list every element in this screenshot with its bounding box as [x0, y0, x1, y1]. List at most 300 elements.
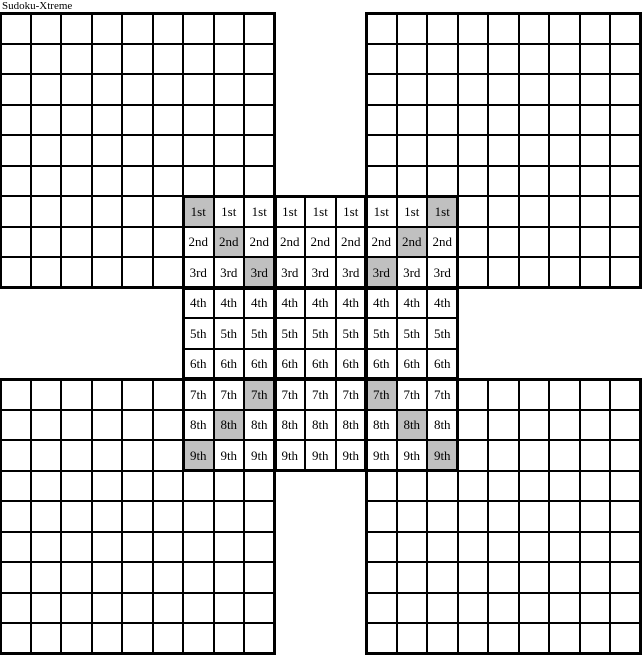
grid-cell[interactable]	[610, 562, 641, 593]
grid-cell[interactable]	[488, 227, 519, 258]
grid-cell[interactable]	[427, 105, 458, 136]
grid-cell[interactable]	[549, 379, 580, 410]
grid-cell[interactable]	[0, 562, 31, 593]
grid-cell[interactable]	[458, 532, 489, 563]
grid-cell[interactable]	[244, 471, 275, 502]
grid-cell[interactable]	[549, 13, 580, 44]
grid-cell[interactable]	[92, 623, 123, 654]
grid-cell[interactable]	[580, 74, 611, 105]
grid-cell[interactable]	[397, 562, 428, 593]
grid-cell[interactable]	[31, 532, 62, 563]
grid-cell[interactable]	[0, 440, 31, 471]
grid-cell[interactable]	[0, 471, 31, 502]
grid-cell[interactable]	[397, 44, 428, 75]
grid-cell[interactable]	[122, 74, 153, 105]
grid-cell-labelled[interactable]: 1st	[336, 196, 367, 227]
grid-cell[interactable]	[61, 13, 92, 44]
grid-cell[interactable]	[549, 440, 580, 471]
grid-cell[interactable]	[549, 105, 580, 136]
grid-cell[interactable]	[549, 532, 580, 563]
grid-cell[interactable]	[31, 501, 62, 532]
grid-cell-labelled[interactable]: 6th	[336, 349, 367, 380]
grid-cell[interactable]	[92, 593, 123, 624]
grid-cell-labelled[interactable]: 4th	[305, 288, 336, 319]
grid-cell[interactable]	[122, 13, 153, 44]
grid-cell[interactable]	[610, 74, 641, 105]
grid-cell[interactable]	[122, 166, 153, 197]
grid-cell[interactable]	[92, 532, 123, 563]
grid-cell[interactable]	[519, 44, 550, 75]
grid-cell[interactable]	[153, 166, 184, 197]
grid-cell[interactable]	[458, 562, 489, 593]
grid-cell[interactable]	[92, 13, 123, 44]
grid-cell[interactable]	[122, 196, 153, 227]
grid-cell[interactable]	[92, 562, 123, 593]
grid-cell-labelled[interactable]: 2nd	[305, 227, 336, 258]
grid-cell[interactable]	[183, 532, 214, 563]
grid-cell[interactable]	[397, 135, 428, 166]
grid-cell[interactable]	[92, 257, 123, 288]
grid-cell[interactable]	[397, 471, 428, 502]
grid-cell[interactable]	[488, 74, 519, 105]
grid-cell[interactable]	[488, 196, 519, 227]
grid-cell-labelled[interactable]: 6th	[305, 349, 336, 380]
grid-cell[interactable]	[122, 135, 153, 166]
grid-cell[interactable]	[427, 74, 458, 105]
grid-cell[interactable]	[488, 532, 519, 563]
grid-cell[interactable]	[610, 44, 641, 75]
grid-cell[interactable]	[92, 74, 123, 105]
grid-cell[interactable]	[92, 501, 123, 532]
grid-cell-labelled[interactable]: 3rd	[397, 257, 428, 288]
grid-cell-labelled[interactable]: 6th	[183, 349, 214, 380]
grid-cell-labelled[interactable]: 5th	[366, 318, 397, 349]
grid-cell[interactable]	[519, 105, 550, 136]
grid-cell[interactable]	[61, 471, 92, 502]
grid-cell[interactable]	[214, 501, 245, 532]
grid-cell[interactable]	[61, 623, 92, 654]
grid-cell[interactable]	[427, 593, 458, 624]
grid-cell[interactable]	[0, 196, 31, 227]
grid-cell-labelled[interactable]: 6th	[244, 349, 275, 380]
grid-cell[interactable]	[122, 257, 153, 288]
grid-cell[interactable]	[153, 562, 184, 593]
grid-cell-labelled[interactable]: 7th	[366, 379, 397, 410]
grid-cell[interactable]	[31, 227, 62, 258]
grid-cell-labelled[interactable]: 3rd	[244, 257, 275, 288]
grid-cell[interactable]	[183, 623, 214, 654]
grid-cell[interactable]	[153, 593, 184, 624]
grid-cell[interactable]	[427, 501, 458, 532]
grid-cell[interactable]	[0, 501, 31, 532]
grid-cell[interactable]	[488, 410, 519, 441]
grid-cell-labelled[interactable]: 6th	[214, 349, 245, 380]
grid-cell[interactable]	[153, 257, 184, 288]
grid-cell[interactable]	[366, 135, 397, 166]
grid-cell[interactable]	[244, 593, 275, 624]
grid-cell[interactable]	[549, 196, 580, 227]
grid-cell[interactable]	[92, 105, 123, 136]
grid-cell-labelled[interactable]: 2nd	[397, 227, 428, 258]
grid-cell[interactable]	[122, 410, 153, 441]
grid-cell[interactable]	[519, 74, 550, 105]
grid-cell-labelled[interactable]: 8th	[214, 410, 245, 441]
grid-cell-labelled[interactable]: 4th	[244, 288, 275, 319]
grid-cell[interactable]	[61, 44, 92, 75]
grid-cell[interactable]	[488, 440, 519, 471]
grid-cell[interactable]	[214, 13, 245, 44]
grid-cell[interactable]	[214, 105, 245, 136]
grid-cell[interactable]	[244, 105, 275, 136]
grid-cell[interactable]	[519, 13, 550, 44]
grid-cell-labelled[interactable]: 8th	[366, 410, 397, 441]
grid-cell-labelled[interactable]: 4th	[336, 288, 367, 319]
grid-cell[interactable]	[488, 44, 519, 75]
grid-cell[interactable]	[0, 227, 31, 258]
grid-cell[interactable]	[488, 562, 519, 593]
grid-cell-labelled[interactable]: 4th	[214, 288, 245, 319]
grid-cell[interactable]	[488, 135, 519, 166]
grid-cell[interactable]	[31, 440, 62, 471]
grid-cell[interactable]	[610, 471, 641, 502]
grid-cell[interactable]	[244, 135, 275, 166]
grid-cell-labelled[interactable]: 5th	[183, 318, 214, 349]
grid-cell[interactable]	[488, 105, 519, 136]
grid-cell[interactable]	[92, 471, 123, 502]
grid-cell[interactable]	[580, 501, 611, 532]
grid-cell-labelled[interactable]: 8th	[183, 410, 214, 441]
grid-cell[interactable]	[122, 623, 153, 654]
grid-cell-labelled[interactable]: 2nd	[427, 227, 458, 258]
grid-cell[interactable]	[0, 105, 31, 136]
grid-cell-labelled[interactable]: 7th	[214, 379, 245, 410]
grid-cell-labelled[interactable]: 4th	[183, 288, 214, 319]
grid-cell[interactable]	[549, 74, 580, 105]
grid-cell-labelled[interactable]: 9th	[183, 440, 214, 471]
grid-cell[interactable]	[488, 623, 519, 654]
grid-cell[interactable]	[31, 166, 62, 197]
grid-cell[interactable]	[458, 379, 489, 410]
grid-cell[interactable]	[61, 501, 92, 532]
grid-cell[interactable]	[153, 623, 184, 654]
grid-cell[interactable]	[580, 471, 611, 502]
grid-cell[interactable]	[122, 44, 153, 75]
grid-cell[interactable]	[458, 13, 489, 44]
grid-cell[interactable]	[488, 501, 519, 532]
grid-cell[interactable]	[519, 623, 550, 654]
grid-cell[interactable]	[244, 44, 275, 75]
grid-cell[interactable]	[183, 501, 214, 532]
grid-cell-labelled[interactable]: 1st	[366, 196, 397, 227]
grid-cell[interactable]	[549, 135, 580, 166]
grid-cell[interactable]	[153, 44, 184, 75]
grid-cell-labelled[interactable]: 8th	[305, 410, 336, 441]
grid-cell[interactable]	[153, 74, 184, 105]
grid-cell[interactable]	[153, 501, 184, 532]
grid-cell[interactable]	[183, 471, 214, 502]
grid-cell[interactable]	[580, 379, 611, 410]
grid-cell[interactable]	[214, 74, 245, 105]
grid-cell-labelled[interactable]: 4th	[397, 288, 428, 319]
grid-cell[interactable]	[183, 166, 214, 197]
grid-cell[interactable]	[153, 379, 184, 410]
grid-cell[interactable]	[397, 166, 428, 197]
grid-cell[interactable]	[183, 105, 214, 136]
grid-cell[interactable]	[549, 257, 580, 288]
grid-cell-labelled[interactable]: 9th	[244, 440, 275, 471]
grid-cell[interactable]	[61, 74, 92, 105]
grid-cell-labelled[interactable]: 5th	[336, 318, 367, 349]
grid-cell[interactable]	[519, 196, 550, 227]
grid-cell-labelled[interactable]: 8th	[244, 410, 275, 441]
grid-cell[interactable]	[488, 13, 519, 44]
grid-cell[interactable]	[610, 227, 641, 258]
grid-cell[interactable]	[488, 593, 519, 624]
grid-cell[interactable]	[488, 166, 519, 197]
grid-cell[interactable]	[488, 471, 519, 502]
grid-cell[interactable]	[580, 623, 611, 654]
grid-cell-labelled[interactable]: 9th	[214, 440, 245, 471]
grid-cell[interactable]	[458, 471, 489, 502]
grid-cell[interactable]	[519, 440, 550, 471]
grid-cell[interactable]	[153, 410, 184, 441]
grid-cell[interactable]	[122, 562, 153, 593]
grid-cell[interactable]	[580, 105, 611, 136]
grid-cell[interactable]	[458, 410, 489, 441]
grid-cell[interactable]	[397, 593, 428, 624]
grid-cell[interactable]	[31, 410, 62, 441]
grid-cell-labelled[interactable]: 7th	[397, 379, 428, 410]
grid-cell[interactable]	[427, 166, 458, 197]
grid-cell[interactable]	[92, 44, 123, 75]
grid-cell-labelled[interactable]: 5th	[427, 318, 458, 349]
grid-cell[interactable]	[580, 13, 611, 44]
grid-cell[interactable]	[427, 13, 458, 44]
grid-cell[interactable]	[366, 13, 397, 44]
grid-cell[interactable]	[519, 166, 550, 197]
grid-cell[interactable]	[458, 227, 489, 258]
grid-cell-labelled[interactable]: 2nd	[366, 227, 397, 258]
grid-cell[interactable]	[458, 257, 489, 288]
grid-cell[interactable]	[610, 135, 641, 166]
grid-cell[interactable]	[0, 257, 31, 288]
grid-cell[interactable]	[153, 13, 184, 44]
grid-cell[interactable]	[610, 623, 641, 654]
grid-cell[interactable]	[549, 471, 580, 502]
grid-cell[interactable]	[519, 593, 550, 624]
grid-cell-labelled[interactable]: 1st	[397, 196, 428, 227]
grid-cell[interactable]	[0, 13, 31, 44]
grid-cell[interactable]	[153, 105, 184, 136]
grid-cell-labelled[interactable]: 4th	[427, 288, 458, 319]
grid-cell[interactable]	[519, 562, 550, 593]
grid-cell[interactable]	[183, 135, 214, 166]
grid-cell[interactable]	[397, 105, 428, 136]
grid-cell-labelled[interactable]: 8th	[336, 410, 367, 441]
grid-cell[interactable]	[519, 501, 550, 532]
grid-cell[interactable]	[580, 440, 611, 471]
grid-cell[interactable]	[366, 593, 397, 624]
grid-cell[interactable]	[610, 166, 641, 197]
grid-cell-labelled[interactable]: 3rd	[427, 257, 458, 288]
grid-cell-labelled[interactable]: 2nd	[275, 227, 306, 258]
grid-cell[interactable]	[366, 166, 397, 197]
grid-cell[interactable]	[61, 593, 92, 624]
grid-cell[interactable]	[580, 44, 611, 75]
grid-cell[interactable]	[366, 623, 397, 654]
grid-cell[interactable]	[122, 440, 153, 471]
grid-cell[interactable]	[397, 501, 428, 532]
grid-cell[interactable]	[31, 13, 62, 44]
grid-cell[interactable]	[580, 227, 611, 258]
grid-cell[interactable]	[122, 501, 153, 532]
grid-cell-labelled[interactable]: 9th	[305, 440, 336, 471]
grid-cell-labelled[interactable]: 2nd	[244, 227, 275, 258]
grid-cell-labelled[interactable]: 6th	[366, 349, 397, 380]
grid-cell[interactable]	[153, 440, 184, 471]
grid-cell[interactable]	[183, 562, 214, 593]
grid-cell[interactable]	[549, 44, 580, 75]
grid-cell-labelled[interactable]: 9th	[397, 440, 428, 471]
grid-cell[interactable]	[61, 257, 92, 288]
grid-cell[interactable]	[397, 13, 428, 44]
grid-cell[interactable]	[92, 410, 123, 441]
grid-cell-labelled[interactable]: 6th	[275, 349, 306, 380]
grid-cell[interactable]	[214, 166, 245, 197]
grid-cell[interactable]	[366, 532, 397, 563]
grid-cell[interactable]	[183, 593, 214, 624]
grid-cell-labelled[interactable]: 8th	[427, 410, 458, 441]
grid-cell[interactable]	[488, 257, 519, 288]
grid-cell-labelled[interactable]: 1st	[214, 196, 245, 227]
grid-cell[interactable]	[549, 623, 580, 654]
grid-cell[interactable]	[580, 593, 611, 624]
grid-cell-labelled[interactable]: 7th	[244, 379, 275, 410]
grid-cell[interactable]	[458, 440, 489, 471]
grid-cell[interactable]	[92, 227, 123, 258]
grid-cell[interactable]	[122, 532, 153, 563]
grid-cell[interactable]	[458, 501, 489, 532]
grid-cell[interactable]	[92, 379, 123, 410]
grid-cell[interactable]	[549, 227, 580, 258]
grid-cell[interactable]	[153, 532, 184, 563]
grid-cell-labelled[interactable]: 4th	[275, 288, 306, 319]
grid-cell[interactable]	[458, 105, 489, 136]
grid-cell[interactable]	[580, 135, 611, 166]
grid-cell[interactable]	[31, 135, 62, 166]
grid-cell[interactable]	[31, 379, 62, 410]
grid-cell[interactable]	[31, 196, 62, 227]
grid-cell[interactable]	[0, 379, 31, 410]
grid-cell-labelled[interactable]: 8th	[397, 410, 428, 441]
grid-cell[interactable]	[610, 13, 641, 44]
grid-cell[interactable]	[61, 410, 92, 441]
grid-cell-labelled[interactable]: 5th	[244, 318, 275, 349]
grid-cell-labelled[interactable]: 1st	[305, 196, 336, 227]
grid-cell[interactable]	[61, 532, 92, 563]
grid-cell[interactable]	[0, 532, 31, 563]
grid-cell[interactable]	[0, 623, 31, 654]
grid-cell[interactable]	[427, 44, 458, 75]
grid-cell[interactable]	[31, 74, 62, 105]
grid-cell[interactable]	[153, 135, 184, 166]
grid-cell-labelled[interactable]: 9th	[427, 440, 458, 471]
grid-cell[interactable]	[366, 501, 397, 532]
grid-cell[interactable]	[244, 13, 275, 44]
grid-cell[interactable]	[458, 135, 489, 166]
grid-cell-labelled[interactable]: 3rd	[366, 257, 397, 288]
grid-cell[interactable]	[244, 166, 275, 197]
grid-cell[interactable]	[427, 623, 458, 654]
grid-cell[interactable]	[61, 379, 92, 410]
grid-cell[interactable]	[610, 379, 641, 410]
grid-cell[interactable]	[427, 471, 458, 502]
grid-cell-labelled[interactable]: 1st	[183, 196, 214, 227]
grid-cell[interactable]	[610, 196, 641, 227]
grid-cell[interactable]	[580, 532, 611, 563]
grid-cell[interactable]	[92, 196, 123, 227]
grid-cell[interactable]	[366, 44, 397, 75]
grid-cell[interactable]	[61, 440, 92, 471]
grid-cell[interactable]	[0, 593, 31, 624]
grid-cell[interactable]	[580, 410, 611, 441]
grid-cell[interactable]	[214, 471, 245, 502]
grid-cell-labelled[interactable]: 5th	[275, 318, 306, 349]
grid-cell[interactable]	[214, 135, 245, 166]
grid-cell[interactable]	[549, 166, 580, 197]
grid-cell[interactable]	[610, 257, 641, 288]
grid-cell[interactable]	[580, 562, 611, 593]
grid-cell[interactable]	[244, 501, 275, 532]
grid-cell[interactable]	[183, 74, 214, 105]
grid-cell-labelled[interactable]: 4th	[366, 288, 397, 319]
grid-cell[interactable]	[214, 44, 245, 75]
grid-cell-labelled[interactable]: 9th	[366, 440, 397, 471]
grid-cell[interactable]	[61, 562, 92, 593]
grid-cell[interactable]	[458, 593, 489, 624]
grid-cell[interactable]	[153, 227, 184, 258]
grid-cell[interactable]	[488, 379, 519, 410]
grid-cell[interactable]	[92, 440, 123, 471]
grid-cell-labelled[interactable]: 5th	[397, 318, 428, 349]
grid-cell[interactable]	[244, 623, 275, 654]
grid-cell[interactable]	[427, 562, 458, 593]
grid-cell-labelled[interactable]: 5th	[214, 318, 245, 349]
grid-cell[interactable]	[0, 410, 31, 441]
grid-cell[interactable]	[610, 532, 641, 563]
grid-cell[interactable]	[214, 532, 245, 563]
grid-cell[interactable]	[31, 257, 62, 288]
grid-cell-labelled[interactable]: 3rd	[305, 257, 336, 288]
grid-cell[interactable]	[549, 410, 580, 441]
grid-cell-labelled[interactable]: 3rd	[214, 257, 245, 288]
grid-cell[interactable]	[214, 593, 245, 624]
grid-cell[interactable]	[610, 501, 641, 532]
grid-cell-labelled[interactable]: 2nd	[183, 227, 214, 258]
grid-cell[interactable]	[366, 562, 397, 593]
grid-cell[interactable]	[397, 532, 428, 563]
grid-cell-labelled[interactable]: 9th	[275, 440, 306, 471]
grid-cell-labelled[interactable]: 3rd	[336, 257, 367, 288]
grid-cell[interactable]	[183, 44, 214, 75]
grid-cell-labelled[interactable]: 2nd	[336, 227, 367, 258]
grid-cell[interactable]	[31, 593, 62, 624]
grid-cell[interactable]	[366, 471, 397, 502]
grid-cell-labelled[interactable]: 6th	[427, 349, 458, 380]
grid-cell[interactable]	[397, 74, 428, 105]
grid-cell[interactable]	[214, 562, 245, 593]
grid-cell-labelled[interactable]: 7th	[275, 379, 306, 410]
